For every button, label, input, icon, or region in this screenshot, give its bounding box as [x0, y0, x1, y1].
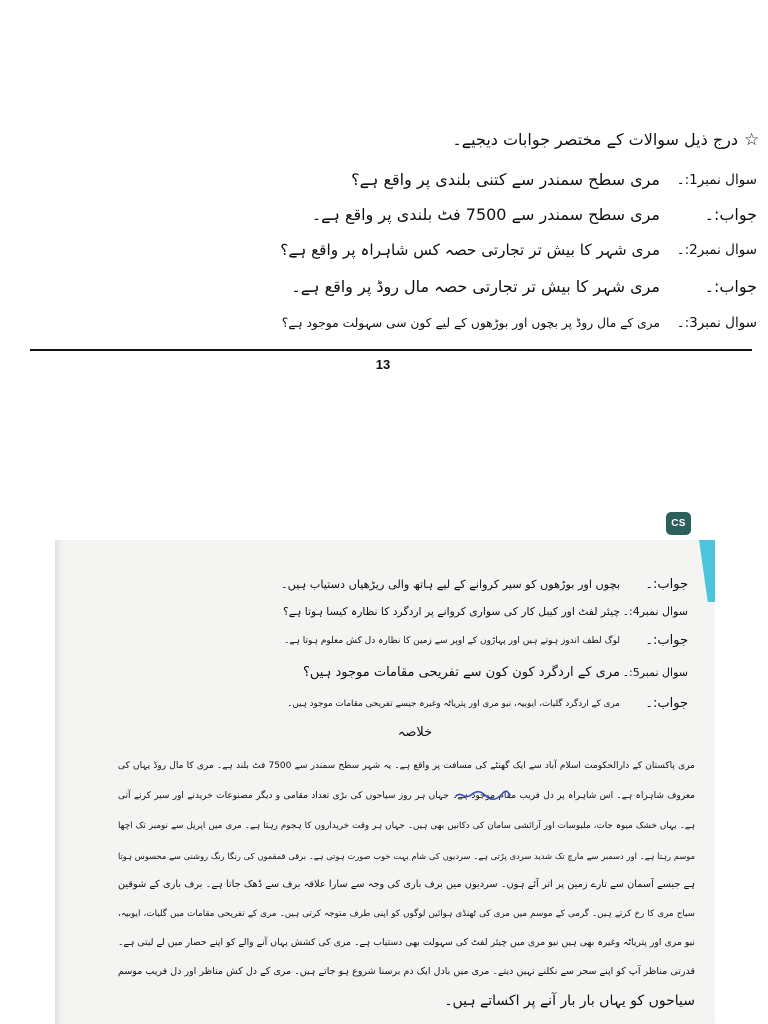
answer-4-label: جواب:۔ [645, 633, 688, 648]
summary-line: قدرتی مناظر آپ کو اپنے سحر سے نکلنے نہیں دیتے۔ مری میں بادل ایک دم برسنا شروع ہو جاتے ہیں۔ مری کے دل کش مناظر اور دل فریب موسم [118, 966, 695, 977]
answer-1-text: مری سطح سمندر سے 7500 فٹ بلندی پر واقع ہے۔ [311, 205, 660, 224]
summary-line: معروف شاہراہ ہے۔ اس شاہراہ پر دل فریب مقام موجود ہے۔ جہاں ہر روز سیاحوں کی بڑی تعداد مقامی و دیگر مصنوعات خریدنے اور سیر کرنے آتی [118, 791, 695, 801]
question-1-text: مری سطح سمندر سے کتنی بلندی پر واقع ہے؟ [351, 170, 660, 189]
question-4-label: سوال نمبر4:۔ [622, 605, 688, 618]
question-1-label: سوال نمبر1:۔ [676, 172, 757, 188]
question-2-label: سوال نمبر2:۔ [676, 242, 757, 258]
summary-line: سیاح مری کا رخ کرتے ہیں۔ گرمی کے موسم میں مری کی ٹھنڈی ہوائیں لوگوں کو اپنی طرف متوجہ کرتی ہیں۔ مری کے تفریحی مقامات میں گلیات، ایوبیہ، [118, 909, 695, 919]
question-5-text: مری کے اردگرد کون کون سے تفریحی مقامات موجود ہیں؟ [303, 665, 620, 680]
summary-line: ہے۔ یہاں خشک میوہ جات، ملبوسات اور آرائشی سامان کی دکانیں بھی ہیں۔ جہاں ہر وقت خریداروں کا ہجوم رہتا ہے۔ مری میں اپریل سے نومبر تک اچھا [118, 821, 695, 831]
answer-1-label: جواب:۔ [704, 205, 757, 224]
answer-2-text: مری شہر کا بیش تر تجارتی حصہ مال روڈ پر واقع ہے۔ [291, 277, 660, 296]
answer-4-text: لوگ لطف اندوز ہوتے ہیں اور پہاڑوں کے اوپر سے زمین کا نظارہ دل کش معلوم ہوتا ہے۔ [284, 636, 620, 646]
question-3-text: مری کے مال روڈ پر بچوں اور بوڑھوں کے لیے کون سی سہولت موجود ہے؟ [281, 316, 660, 330]
star-icon: ☆ [744, 130, 760, 150]
camscanner-badge [666, 512, 691, 535]
answer-3-label: جواب:۔ [645, 577, 688, 592]
question-5-label: سوال نمبر5:۔ [622, 666, 688, 679]
summary-line-last: سیاحوں کو یہاں بار بار آنے پر اکساتے ہیں۔ [444, 993, 695, 1009]
page-number: 13 [375, 357, 391, 372]
answer-3-text: بچوں اور بوڑھوں کو سیر کروانے کے لیے ہاتھ والی ریڑھیاں دستیاب ہیں۔ [281, 578, 620, 591]
question-4-text: چیئر لفٹ اور کیبل کار کی سواری کروانے پر اردگرد کا نظارہ کیسا ہوتا ہے؟ [283, 605, 620, 618]
badge-label: CS [671, 518, 686, 529]
instruction-text: درج ذیل سوالات کے مختصر جوابات دیجیے۔ [452, 130, 738, 149]
question-2-text: مری شہر کا بیش تر تجارتی حصہ کس شاہراہ پر واقع ہے؟ [280, 241, 660, 259]
summary-line: ہے جیسے آسمان سے تارے زمین پر اتر آئے ہوں۔ سردیوں میں برف باری کی وجہ سے سارا علاقہ برف سے ڈھک جاتا ہے۔ برف باری کے شوقین [118, 879, 695, 890]
pen-annotation-mark [455, 789, 511, 801]
summary-heading: خلاصہ [397, 725, 433, 740]
summary-line: مری پاکستان کے دارالحکومت اسلام آباد سے ایک گھنٹے کی مسافت پر واقع ہے۔ یہ شہر سطح سمندر سے 7500 فٹ بلند ہے۔ مری کا مال روڈ یہاں کی [118, 761, 695, 771]
answer-2-label: جواب:۔ [704, 277, 757, 296]
answer-5-text: مری کے اردگرد گلیات، ایوبیہ، نیو مری اور پتریاٹہ وغیرہ جیسے تفریحی مقامات موجود ہیں۔ [287, 699, 620, 709]
summary-line: موسم رہتا ہے۔ اور دسمبر سے مارچ تک شدید سردی پڑتی ہے۔ سردیوں کی شام بہت خوب صورت ہوتی ہے۔ برقی قمقموں کی رنگا رنگ روشنی سے محسوس ہوتا [118, 851, 695, 861]
answer-5-label: جواب:۔ [645, 696, 688, 711]
page-divider [30, 349, 752, 351]
question-3-label: سوال نمبر3:۔ [676, 315, 757, 331]
summary-line: نیو مری اور پتریاٹہ وغیرہ بھی ہیں نیو مری میں چیئر لفٹ کی سہولت بھی دستیاب ہے۔ مری کی کشش یہاں آنے والے کو اپنے حصار میں لے لیتی ہے۔ [118, 937, 695, 948]
